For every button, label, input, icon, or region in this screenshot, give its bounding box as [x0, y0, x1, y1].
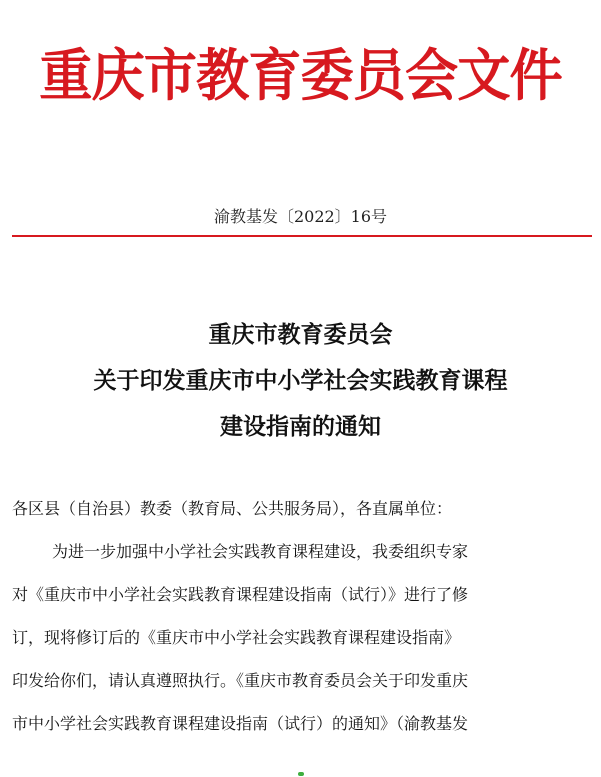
addressee-line: 各区县（自治县）教委（教育局、公共服务局），各直属单位： [12, 499, 453, 518]
title-line-2: 关于印发重庆市中小学社会实践教育课程 [93, 367, 508, 394]
body-line-4: 印发给你们，请认真遵照执行。《重庆市教育委员会关于印发重庆 [12, 671, 469, 690]
masthead-title: 重庆市教育委员会文件 [39, 43, 562, 109]
red-divider-rule [12, 235, 592, 237]
document-number: 渝教基发〔2022〕16号 [213, 207, 388, 226]
body-line-3: 订，现将修订后的《重庆市中小学社会实践教育课程建设指南》 [12, 628, 461, 647]
green-dot-mark [298, 772, 304, 776]
title-line-1: 重庆市教育委员会 [208, 321, 393, 348]
title-line-3: 建设指南的通知 [220, 413, 381, 440]
body-line-1: 为进一步加强中小学社会实践教育课程建设，我委组织专家 [52, 542, 469, 561]
body-line-5: 市中小学社会实践教育课程建设指南（试行）的通知》（渝教基发 [12, 714, 469, 733]
body-line-2: 对《重庆市中小学社会实践教育课程建设指南（试行）》进行了修 [12, 585, 469, 604]
